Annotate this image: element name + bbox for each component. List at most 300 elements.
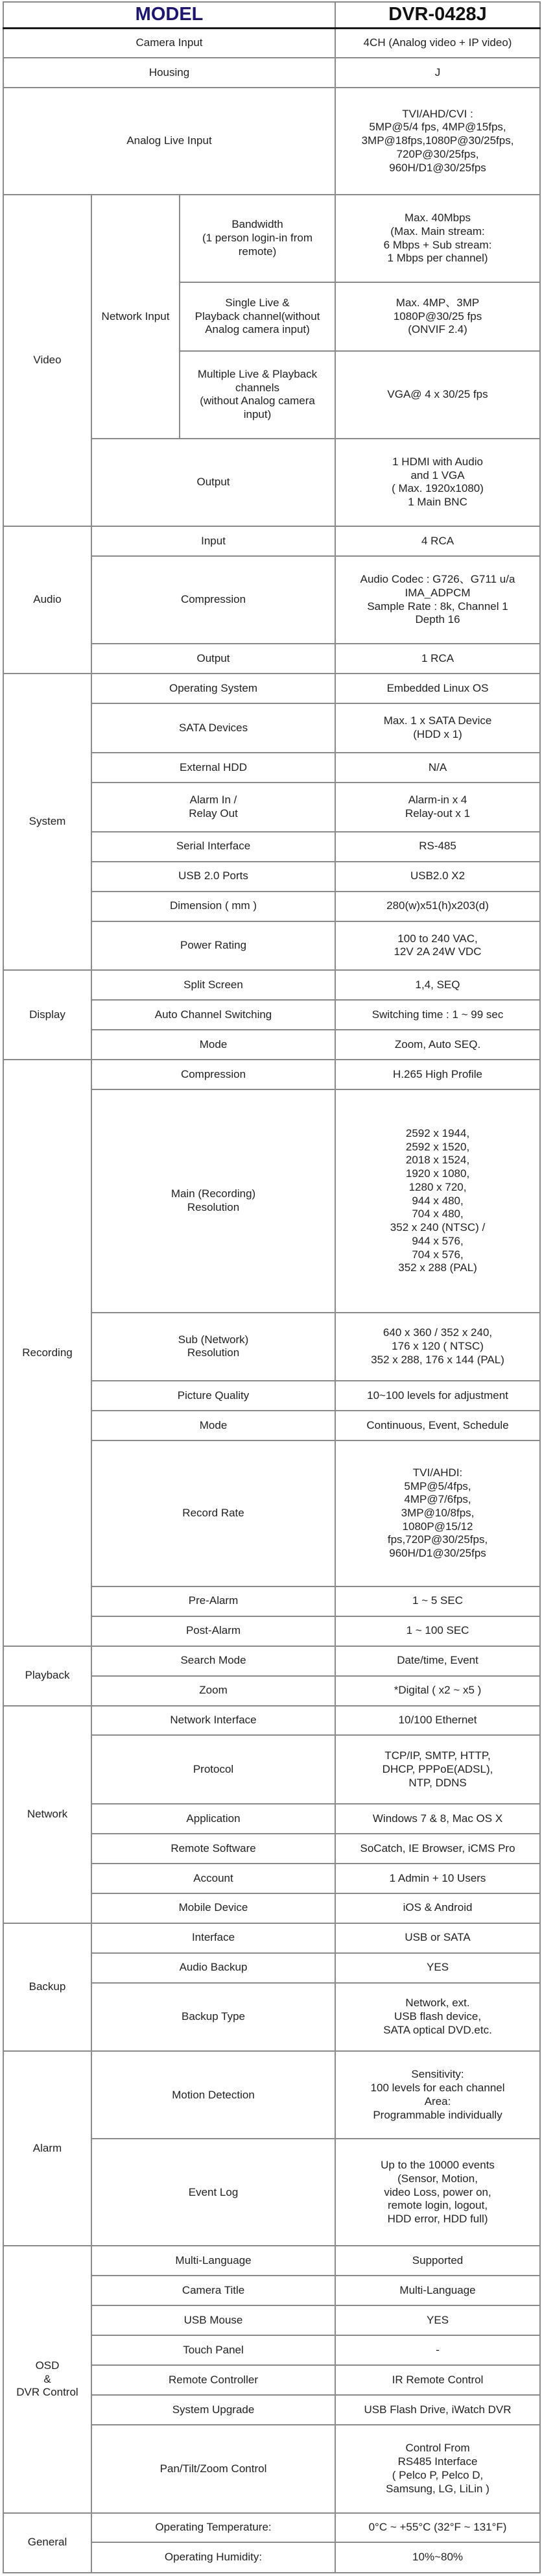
spec-label <box>91 1735 335 1803</box>
cell-line: Network, ext. <box>405 1997 470 2010</box>
cell-line: 2592 x 1520, <box>405 1140 470 1153</box>
cell-line: (1 person login-in from <box>202 232 313 245</box>
spec-label <box>91 1983 335 2051</box>
cell-line: IR Remote Control <box>392 2373 484 2386</box>
cell-line: H.265 High Profile <box>393 1067 483 1080</box>
cell-line: Audio Backup <box>179 1961 248 1974</box>
cell-line: Remote Software <box>171 1841 256 1854</box>
cell-line: NTP, DDNS <box>408 1776 467 1789</box>
cell-line: Backup <box>29 1980 66 1993</box>
spec-value <box>335 753 540 783</box>
cell-line: 1 Main BNC <box>408 496 467 509</box>
cell-line: Depth 16 <box>415 613 460 626</box>
spec-row <box>3 970 540 1000</box>
group-name <box>3 526 91 674</box>
cell-line: Main (Recording) <box>171 1187 256 1200</box>
cell-line: 2018 x 1524, <box>405 1154 470 1167</box>
model-label: MODEL <box>3 2 335 28</box>
spec-row <box>3 1646 540 1676</box>
cell-line: 5MP@5/4fps, <box>404 1479 471 1492</box>
cell-line: 100 levels for each channel <box>370 2082 505 2095</box>
spec-value <box>335 921 540 971</box>
cell-line: 640 x 360 / 352 x 240, <box>383 1326 493 1339</box>
spec-label <box>91 2395 335 2425</box>
cell-line: Remote Controller <box>169 2373 258 2386</box>
cell-line: Zoom, Auto SEQ. <box>394 1038 481 1051</box>
spec-label <box>180 351 335 439</box>
spec-label <box>91 1646 335 1676</box>
spec-label <box>91 1706 335 1736</box>
spec-label <box>91 2542 335 2573</box>
cell-line: Bandwidth <box>231 218 283 231</box>
cell-line: Playback <box>25 1669 70 1682</box>
cell-line: Interface <box>191 1931 235 1944</box>
spec-value <box>335 1089 540 1313</box>
cell-line: Motion Detection <box>172 2088 255 2101</box>
spec-value <box>335 1834 540 1864</box>
cell-line: Max. 1 x SATA Device <box>383 714 492 727</box>
cell-line: N/A <box>428 760 447 773</box>
spec-row <box>3 195 540 282</box>
cell-line: Event Log <box>188 2185 239 2198</box>
cell-line: OSD <box>35 2359 60 2372</box>
spec-label <box>91 1616 335 1646</box>
cell-line: Resolution <box>187 1200 240 1213</box>
cell-line: Network Interface <box>170 1714 257 1727</box>
cell-line: Search Mode <box>180 1654 246 1667</box>
cell-line: Multi-Language <box>175 2254 252 2267</box>
group-name <box>3 674 91 970</box>
cell-line: USB or SATA <box>405 1931 471 1944</box>
cell-line: YES <box>427 1961 449 1974</box>
cell-line: 1 Admin + 10 Users <box>389 1871 486 1884</box>
cell-line: Audio Codec : G726、G711 u/a <box>360 573 515 586</box>
cell-line: (Max. Main stream: <box>390 225 485 237</box>
cell-line: Backup Type <box>182 2010 245 2023</box>
cell-line: Resolution <box>187 1346 240 1359</box>
spec-value <box>335 1381 540 1411</box>
cell-line: fps,720P@30/25fps, <box>387 1533 488 1546</box>
cell-line: Switching time : 1 ~ 99 sec <box>371 1008 504 1021</box>
header-row <box>3 2 540 28</box>
cell-line: Account <box>193 1871 233 1884</box>
cell-line: 3MP@18fps,1080P@30/25fps, <box>361 134 514 147</box>
cell-line: Date/time, Event <box>397 1654 478 1667</box>
cell-line: *Digital ( x2 ~ x5 ) <box>394 1684 482 1697</box>
spec-label <box>91 970 335 1000</box>
spec-value <box>335 1440 540 1586</box>
cell-line: Relay Out <box>189 807 238 820</box>
group-name <box>3 1646 91 1706</box>
cell-line: Serial Interface <box>176 840 251 853</box>
spec-value <box>335 1893 540 1923</box>
spec-value <box>335 526 540 556</box>
spec-value <box>335 2335 540 2365</box>
cell-line: Touch Panel <box>183 2343 244 2356</box>
spec-value <box>335 58 540 88</box>
cell-line: 704 x 480, <box>412 1208 464 1221</box>
cell-line: Camera Title <box>182 2284 245 2297</box>
cell-line: 1280 x 720, <box>408 1180 467 1193</box>
cell-line: USB Flash Drive, iWatch DVR <box>364 2403 512 2416</box>
cell-line: Split Screen <box>183 978 243 991</box>
cell-line: Power Rating <box>180 939 247 952</box>
spec-row <box>3 58 540 88</box>
spec-value <box>335 1983 540 2051</box>
cell-line: Continuous, Event, Schedule <box>366 1418 509 1431</box>
spec-value <box>335 892 540 921</box>
spec-value <box>335 1586 540 1616</box>
spec-body <box>3 28 540 2573</box>
cell-line: Area: <box>424 2095 451 2108</box>
cell-line: 944 x 576, <box>412 1234 464 1247</box>
spec-row <box>3 1923 540 1953</box>
spec-label <box>91 1313 335 1381</box>
cell-line: 10%~80% <box>412 2551 464 2564</box>
cell-line: 704 x 576, <box>412 1248 464 1261</box>
spec-row <box>3 2051 540 2139</box>
cell-line: General <box>27 2536 67 2549</box>
cell-line: remote) <box>238 245 277 258</box>
cell-line: Application <box>186 1812 241 1825</box>
cell-line: 280(w)x51(h)x203(d) <box>386 899 489 912</box>
cell-line: Up to the 10000 events <box>381 2159 495 2172</box>
cell-line: Camera Input <box>136 36 203 49</box>
cell-line: 1080P@30/25 fps <box>393 310 482 322</box>
cell-line: Dimension ( mm ) <box>169 899 257 912</box>
cell-line: & <box>43 2372 51 2385</box>
cell-line: SATA Devices <box>178 721 248 734</box>
group-name <box>3 1060 91 1646</box>
spec-row <box>3 1060 540 1089</box>
cell-line: Alarm-in x 4 <box>408 794 467 807</box>
cell-line: Control From <box>405 2442 470 2455</box>
cell-line: (ONVIF 2.4) <box>408 323 467 336</box>
spec-value <box>335 28 540 58</box>
spec-value <box>335 2425 540 2512</box>
cell-line: USB 2.0 Ports <box>178 869 248 882</box>
cell-line: 1920 x 1080, <box>405 1167 470 1180</box>
cell-line: 0°C ~ +55°C (32°F ~ 131°F) <box>368 2521 507 2534</box>
spec-label <box>91 1030 335 1060</box>
cell-line: External HDD <box>180 760 247 773</box>
cell-line: USB flash device, <box>394 2010 482 2023</box>
cell-line: iOS & Android <box>403 1901 473 1914</box>
spec-label <box>3 88 335 195</box>
spec-label <box>91 2425 335 2512</box>
spec-value <box>335 703 540 753</box>
cell-line: TCP/IP, SMTP, HTTP, <box>384 1749 491 1762</box>
spec-value <box>335 1646 540 1676</box>
cell-line: Max. 4MP、3MP <box>395 296 480 309</box>
cell-line: Zoom <box>199 1684 228 1697</box>
cell-line: Record Rate <box>182 1507 244 1519</box>
cell-line: Display <box>29 1008 65 1021</box>
cell-line: 960H/D1@30/25fps <box>389 1547 486 1560</box>
cell-line: J <box>434 66 441 79</box>
cell-line: RS-485 <box>419 840 456 853</box>
spec-row <box>3 2513 540 2543</box>
cell-line: 352 x 288 (PAL) <box>398 1261 477 1274</box>
spec-value <box>335 1000 540 1030</box>
cell-line: 176 x 120 ( NTSC) <box>392 1340 484 1353</box>
cell-line: Operating Humidity: <box>164 2551 263 2564</box>
spec-label <box>91 1381 335 1411</box>
cell-line: Embedded Linux OS <box>386 681 489 694</box>
spec-label <box>91 2305 335 2335</box>
cell-line: video Loss, power on, <box>384 2185 491 2198</box>
cell-line: SoCatch, IE Browser, iCMS Pro <box>360 1841 515 1854</box>
cell-line: 6 Mbps + Sub stream: <box>383 238 492 251</box>
cell-line: 1080P@15/12 <box>402 1520 473 1533</box>
spec-label <box>91 892 335 921</box>
spec-value <box>335 1953 540 1983</box>
cell-line: DVR Control <box>16 2386 78 2399</box>
spec-value <box>335 2051 540 2139</box>
cell-line: Video <box>33 354 62 367</box>
spec-label <box>91 1834 335 1864</box>
cell-line: Network <box>27 1807 68 1820</box>
cell-line: Output <box>196 651 230 664</box>
cell-line: Output <box>196 476 230 489</box>
spec-label <box>91 2139 335 2246</box>
cell-line: - <box>436 2343 440 2356</box>
spec-label <box>3 58 335 88</box>
cell-line: Mode <box>199 1418 228 1431</box>
group-name <box>3 1706 91 1923</box>
cell-line: Max. 40Mbps <box>405 212 471 225</box>
cell-line: Operating Temperature: <box>155 2521 272 2534</box>
cell-line: 1 RCA <box>421 651 454 664</box>
spec-label <box>91 862 335 892</box>
spec-label <box>91 1953 335 1983</box>
spec-label <box>91 1000 335 1030</box>
spec-row <box>3 88 540 195</box>
cell-line: Audio <box>33 593 62 606</box>
spec-label <box>91 1060 335 1089</box>
spec-label <box>91 2246 335 2276</box>
spec-value <box>335 2246 540 2276</box>
cell-line: 352 x 288, 176 x 144 (PAL) <box>371 1353 504 1366</box>
group-name <box>3 2051 91 2246</box>
cell-line: Windows 7 & 8, Mac OS X <box>372 1812 503 1825</box>
cell-line: 3MP@10/8fps, <box>401 1507 475 1519</box>
spec-label <box>91 1923 335 1953</box>
cell-line: Input <box>201 534 226 547</box>
cell-line: Multiple Live & Playback <box>197 367 318 380</box>
cell-line: (HDD x 1) <box>413 728 462 741</box>
cell-line: Mode <box>199 1038 228 1051</box>
spec-row <box>3 28 540 58</box>
cell-line: 4MP@7/6fps, <box>404 1493 471 1506</box>
cell-line: (without Analog camera <box>200 395 315 407</box>
spec-value <box>335 2139 540 2246</box>
spec-value <box>335 195 540 282</box>
spec-value <box>335 439 540 526</box>
cell-line: Compression <box>180 593 246 606</box>
spec-value <box>335 2395 540 2425</box>
spec-value <box>335 2513 540 2543</box>
spec-label <box>91 1893 335 1923</box>
spec-value <box>335 2305 540 2335</box>
spec-value <box>335 644 540 674</box>
spec-value <box>335 282 540 350</box>
cell-line: and 1 VGA <box>410 468 465 481</box>
spec-value <box>335 351 540 439</box>
spec-value <box>335 674 540 703</box>
spec-row <box>3 1706 540 1736</box>
spec-label <box>91 783 335 832</box>
cell-line: 4CH (Analog video + IP video) <box>363 36 512 49</box>
cell-line: 944 x 480, <box>412 1194 464 1207</box>
cell-line: Protocol <box>193 1762 234 1775</box>
spec-label <box>91 644 335 674</box>
spec-row <box>3 674 540 703</box>
cell-line: DHCP, PPPoE(ADSL), <box>382 1762 493 1775</box>
spec-label <box>91 832 335 862</box>
cell-line: TVI/AHD/CVI : <box>402 107 473 120</box>
cell-line: Samsung, LG, LiLin ) <box>386 2482 489 2495</box>
cell-line: (Sensor, Motion, <box>397 2172 478 2185</box>
cell-line: Playback channel(without <box>194 310 320 322</box>
cell-line: System <box>29 815 66 828</box>
cell-line: Pan/Tilt/Zoom Control <box>159 2462 267 2475</box>
spec-value <box>335 1411 540 1440</box>
spec-value <box>335 783 540 832</box>
cell-line: USB2.0 X2 <box>410 869 465 882</box>
spec-value <box>335 1616 540 1646</box>
cell-line: Alarm In / <box>189 794 237 807</box>
cell-line: 4 RCA <box>421 534 454 547</box>
spec-value <box>335 1735 540 1803</box>
spec-label <box>91 1676 335 1706</box>
spec-value <box>335 1864 540 1893</box>
cell-line: ( Max. 1920x1080) <box>392 482 484 495</box>
spec-label <box>91 526 335 556</box>
spec-value <box>335 2365 540 2395</box>
spec-value <box>335 970 540 1000</box>
spec-label <box>91 2051 335 2139</box>
spec-row <box>3 526 540 556</box>
cell-line: Mobile Device <box>178 1901 248 1914</box>
cell-line: 12V 2A 24W VDC <box>394 945 482 958</box>
spec-label <box>91 703 335 753</box>
spec-label <box>91 1864 335 1893</box>
spec-label <box>91 674 335 703</box>
cell-line: Analog camera input) <box>205 323 310 336</box>
spec-label <box>91 921 335 971</box>
spec-label <box>91 753 335 783</box>
spec-label <box>91 1411 335 1440</box>
spec-label <box>91 2276 335 2305</box>
group-name <box>3 2246 91 2512</box>
cell-line: HDD error, HDD full) <box>387 2213 488 2226</box>
cell-line: 5MP@5/4 fps, 4MP@15fps, <box>369 121 506 134</box>
cell-line: Picture Quality <box>177 1389 250 1402</box>
spec-value <box>335 2542 540 2573</box>
cell-line: TVI/AHDI: <box>412 1466 463 1479</box>
spec-value <box>335 1030 540 1060</box>
cell-line: 1,4, SEQ <box>415 978 460 991</box>
cell-line: USB Mouse <box>183 2314 243 2327</box>
cell-line: Recording <box>22 1346 73 1359</box>
cell-line: Compression <box>180 1067 246 1080</box>
cell-line: YES <box>427 2314 449 2327</box>
spec-value <box>335 862 540 892</box>
cell-line: Housing <box>148 66 190 79</box>
cell-line: Post-Alarm <box>185 1624 241 1637</box>
spec-value <box>335 1706 540 1736</box>
spec-label <box>3 28 335 58</box>
cell-line: Operating System <box>169 681 258 694</box>
cell-line: 352 x 240 (NTSC) / <box>390 1221 486 1234</box>
spec-value <box>335 88 540 195</box>
cell-line: 2592 x 1944, <box>405 1126 470 1139</box>
spec-value <box>335 2276 540 2305</box>
cell-line: Multi-Language <box>399 2284 476 2297</box>
cell-line: remote login, logout, <box>388 2199 488 2212</box>
spec-value <box>335 832 540 862</box>
spec-label <box>91 1089 335 1313</box>
cell-line: ( Pelco P, Pelco D, <box>392 2468 484 2481</box>
spec-value <box>335 1676 540 1706</box>
spec-label <box>91 556 335 644</box>
spec-table <box>3 1 541 2573</box>
cell-line: 960H/D1@30/25fps <box>389 161 486 174</box>
cell-line: VGA@ 4 x 30/25 fps <box>387 387 488 400</box>
cell-line: 10/100 Ethernet <box>398 1714 477 1727</box>
cell-line: Alarm <box>32 2141 62 2154</box>
cell-line: 1 ~ 5 SEC <box>412 1594 464 1607</box>
cell-line: 100 to 240 VAC, <box>397 932 478 945</box>
cell-line: 10~100 levels for adjustment <box>367 1389 508 1402</box>
cell-line: Programmable individually <box>373 2108 502 2121</box>
spec-label <box>91 1440 335 1586</box>
group-name <box>3 195 91 526</box>
spec-label <box>91 439 335 526</box>
cell-line: 720P@30/25fps, <box>396 147 479 160</box>
model-value: DVR-0428J <box>335 2 540 28</box>
cell-line: Relay-out x 1 <box>405 807 471 820</box>
cell-line: Sensitivity: <box>411 2068 464 2081</box>
spec-value <box>335 1313 540 1381</box>
cell-line: Sub (Network) <box>178 1333 249 1346</box>
cell-line: RS485 Interface <box>397 2455 478 2468</box>
cell-line: channels <box>235 381 280 394</box>
cell-line: Analog Live Input <box>126 134 212 147</box>
subgroup-name: Network Input <box>91 195 180 439</box>
spec-value <box>335 1060 540 1089</box>
cell-line: Auto Channel Switching <box>154 1008 272 1021</box>
spec-value <box>335 1804 540 1834</box>
cell-line: Supported <box>412 2254 464 2267</box>
spec-label <box>180 195 335 282</box>
cell-line: Pre-Alarm <box>188 1594 239 1607</box>
cell-line: Sample Rate : 8k, Channel 1 <box>367 600 508 613</box>
cell-line: 1 Mbps per channel) <box>387 252 488 265</box>
spec-value <box>335 556 540 644</box>
group-name <box>3 1923 91 2051</box>
group-name <box>3 970 91 1060</box>
spec-label <box>91 2365 335 2395</box>
spec-label <box>91 2335 335 2365</box>
cell-line: System Upgrade <box>172 2403 255 2416</box>
spec-label <box>91 2513 335 2543</box>
spec-row <box>3 2246 540 2276</box>
spec-label <box>91 1804 335 1834</box>
group-name <box>3 2513 91 2573</box>
spec-label <box>91 1586 335 1616</box>
